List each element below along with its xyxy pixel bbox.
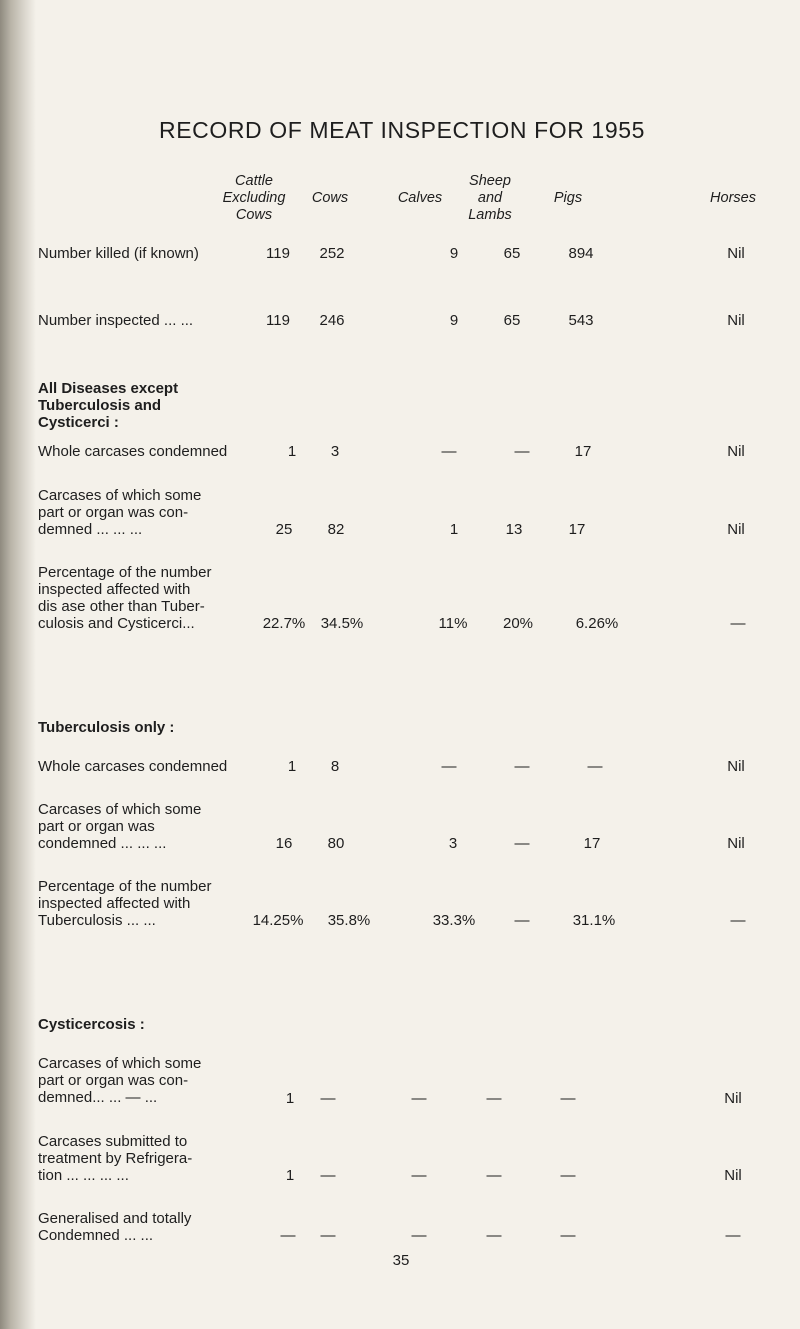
cell-sheep: — [514,912,530,929]
cell-sheep: 20% [502,615,534,632]
table-row-carcases-part-condemned [0,521,800,539]
row-label-percentage-other-diseases: Percentage of the number inspected affected with dis ase other than Tuber- culosis and Cysticerci... [38,564,212,632]
table-row-tb-whole-carcases [0,758,800,776]
cell-horses: Nil [727,312,745,329]
cell-calves: — [441,443,457,460]
section-heading-all-diseases: All Diseases except Tuberculosis and Cysticerci : [38,380,179,431]
cell-horses: Nil [727,758,745,775]
cell-calves: 9 [449,312,459,329]
cell-sheep: — [486,1167,502,1184]
cell-cattle: 1 [287,443,297,460]
cell-pigs: 543 [568,312,594,329]
table-row-number-killed [0,245,800,263]
table-row-tb-part-condemned [0,835,800,853]
cell-pigs: — [560,1227,576,1244]
row-label-generalised-condemned: Generalised and totally Condemned ... ... [38,1210,192,1244]
cell-calves: — [411,1227,427,1244]
cell-horses: Nil [727,835,745,852]
cell-cows: 35.8% [327,912,371,929]
section-heading-cysticercosis: Cysticercosis : [38,1016,145,1033]
table-row-number-inspected [0,312,800,330]
cell-pigs: 894 [568,245,594,262]
cell-cattle: 1 [287,758,297,775]
cell-cattle: 14.25% [252,912,304,929]
cell-cattle: 16 [275,835,293,852]
col-header-pigs: Pigs [553,190,583,206]
cell-cows: 246 [319,312,345,329]
cell-pigs: 31.1% [572,912,616,929]
cell-cows: 80 [327,835,345,852]
cell-sheep: 65 [503,312,521,329]
table-row-tb-percentage [0,912,800,930]
cell-horses: — [730,912,746,929]
cell-cows: 252 [319,245,345,262]
row-label-carcases-part-condemned: Carcases of which some part or organ was con- demned ... ... ... [38,487,202,538]
row-label-number-inspected: Number inspected ... ... [38,312,194,329]
cell-pigs: 17 [574,443,592,460]
col-header-horses: Horses [710,190,756,206]
cell-horses: Nil [724,1167,742,1184]
cell-calves: 11% [438,615,468,632]
cell-calves: 33.3% [432,912,476,929]
row-label-tb-percentage: Percentage of the number inspected affected with Tuberculosis ... ... [38,878,212,929]
cell-calves: 1 [449,521,459,538]
table-row-cyst-refrigeration [0,1167,800,1185]
cell-pigs: 6.26% [575,615,619,632]
cell-sheep: — [486,1227,502,1244]
cell-sheep: — [514,835,530,852]
row-label-whole-carcases-condemned: Whole carcases condemned [38,443,228,460]
row-label-cyst-part-condemned: Carcases of which some part or organ was con- demned... ... — ... [38,1055,202,1106]
page-number: 35 [392,1252,410,1269]
cell-cows: — [320,1090,336,1107]
col-header-sheep-lambs: Sheep and Lambs [468,173,512,223]
page-title: RECORD OF MEAT INSPECTION FOR 1955 [158,117,645,143]
cell-cattle: 1 [285,1090,295,1107]
cell-pigs: — [587,758,603,775]
cell-sheep: — [486,1090,502,1107]
cell-cattle: 119 [266,245,290,262]
cell-cattle: — [280,1227,296,1244]
section-heading-tuberculosis: Tuberculosis only : [38,719,175,736]
col-header-cattle: Cattle Excluding Cows [222,173,286,223]
col-header-calves: Calves [397,190,443,206]
cell-cattle: 1 [285,1167,295,1184]
table-row-whole-carcases-condemned [0,443,800,461]
cell-sheep: — [514,758,530,775]
cell-calves: — [411,1167,427,1184]
cell-horses: — [725,1227,741,1244]
cell-cattle: 25 [275,521,293,538]
cell-calves: — [441,758,457,775]
row-label-tb-whole-carcases: Whole carcases condemned [38,758,228,775]
table-row-cyst-part-condemned [0,1090,800,1108]
cell-horses: — [730,615,746,632]
cell-pigs: 17 [583,835,601,852]
cell-cows: — [320,1167,336,1184]
cell-pigs: — [560,1090,576,1107]
row-label-tb-part-condemned: Carcases of which some part or organ was condemned ... ... ... [38,801,202,852]
row-label-number-killed: Number killed (if known) [38,245,199,262]
cell-cows: 82 [327,521,345,538]
cell-horses: Nil [724,1090,742,1107]
cell-sheep: 65 [503,245,521,262]
cell-calves: 9 [449,245,459,262]
cell-horses: Nil [727,245,745,262]
table-row-percentage-other-diseases [0,615,800,633]
cell-cows: 3 [330,443,340,460]
cell-calves: 3 [448,835,458,852]
cell-cattle: 119 [266,312,290,329]
cell-cows: 34.5% [320,615,364,632]
cell-sheep: 13 [505,521,523,538]
cell-pigs: — [560,1167,576,1184]
cell-horses: Nil [727,521,745,538]
cell-cattle: 22.7% [262,615,306,632]
cell-cows: 8 [330,758,340,775]
cell-sheep: — [514,443,530,460]
cell-pigs: 17 [568,521,586,538]
row-label-cyst-refrigeration: Carcases submitted to treatment by Refrigera- tion ... ... ... ... [38,1133,193,1184]
cell-horses: Nil [727,443,745,460]
table-row-generalised-condemned [0,1227,800,1245]
cell-cows: — [320,1227,336,1244]
col-header-cows: Cows [311,190,349,206]
cell-calves: — [411,1090,427,1107]
